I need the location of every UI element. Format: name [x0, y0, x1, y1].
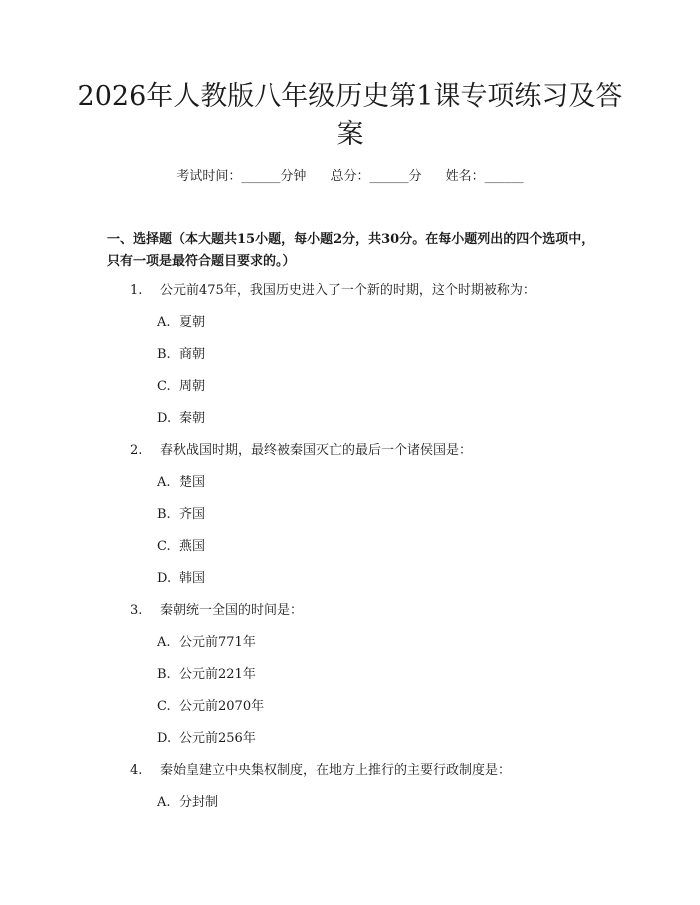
- question-stem: [0, 275, 700, 307]
- question-item: [0, 435, 700, 595]
- option-text: 公元前221年: [179, 667, 256, 682]
- option-text: 公元前256年: [179, 731, 256, 746]
- option-letter: C.: [157, 699, 171, 714]
- name-field: 姓名：______: [445, 169, 524, 184]
- question-list: [0, 275, 700, 819]
- question-item: [0, 755, 700, 819]
- answer-option: [0, 787, 700, 819]
- answer-option: [0, 627, 700, 659]
- option-text: 商朝: [179, 347, 206, 362]
- option-text: 夏朝: [179, 315, 206, 330]
- option-text: 楚国: [179, 475, 206, 490]
- option-letter: A.: [157, 795, 171, 810]
- answer-option: [0, 723, 700, 755]
- question-stem: [0, 595, 700, 627]
- question-stem: [0, 435, 700, 467]
- option-letter: A.: [157, 475, 171, 490]
- question-text: 秦始皇建立中央集权制度，在地方上推行的主要行政制度是：: [160, 763, 512, 778]
- question-item: [0, 275, 700, 435]
- option-letter: A.: [157, 635, 171, 650]
- option-letter: A.: [157, 315, 171, 330]
- option-letter: D.: [157, 571, 172, 586]
- question-number: 4.: [130, 763, 143, 778]
- option-text: 韩国: [179, 571, 206, 586]
- total-score-field: 总分：______分: [330, 169, 422, 184]
- document-title: 2026年人教版八年级历史第1课专项练习及答案: [77, 81, 623, 150]
- question-stem: [0, 755, 700, 787]
- question-number: 1.: [130, 283, 143, 298]
- option-text: 秦朝: [179, 411, 206, 426]
- option-text: 周朝: [179, 379, 206, 394]
- exam-time-field: 考试时间：______分钟: [176, 169, 307, 184]
- option-text: 公元前2070年: [179, 699, 265, 714]
- option-letter: D.: [157, 731, 172, 746]
- option-text: 分封制: [179, 795, 219, 810]
- answer-option: [0, 691, 700, 723]
- answer-option: [0, 307, 700, 339]
- answer-option: [0, 499, 700, 531]
- question-text: 公元前475年，我国历史进入了一个新的时期，这个时期被称为：: [160, 283, 536, 298]
- question-text: 春秋战国时期，最终被秦国灭亡的最后一个诸侯国是：: [160, 443, 473, 458]
- question-item: [0, 595, 700, 755]
- exam-info-line: [0, 168, 700, 186]
- option-letter: B.: [157, 347, 171, 362]
- answer-option: [0, 403, 700, 435]
- option-text: 燕国: [179, 539, 206, 554]
- option-letter: B.: [157, 507, 171, 522]
- answer-option: [0, 371, 700, 403]
- answer-option: [0, 467, 700, 499]
- section-heading: 一、选择题（本大题共15小题，每小题2分，共30分。在每小题列出的四个选项中，只有一项是最符合题目要求的。）: [107, 232, 595, 269]
- option-letter: C.: [157, 379, 171, 394]
- question-number: 3.: [130, 603, 143, 618]
- option-text: 齐国: [179, 507, 206, 522]
- question-text: 秦朝统一全国的时间是：: [160, 603, 304, 618]
- answer-option: [0, 563, 700, 595]
- option-letter: D.: [157, 411, 172, 426]
- option-text: 公元前771年: [179, 635, 256, 650]
- question-number: 2.: [130, 443, 143, 458]
- answer-option: [0, 531, 700, 563]
- answer-option: [0, 339, 700, 371]
- option-letter: B.: [157, 667, 171, 682]
- option-letter: C.: [157, 539, 171, 554]
- answer-option: [0, 659, 700, 691]
